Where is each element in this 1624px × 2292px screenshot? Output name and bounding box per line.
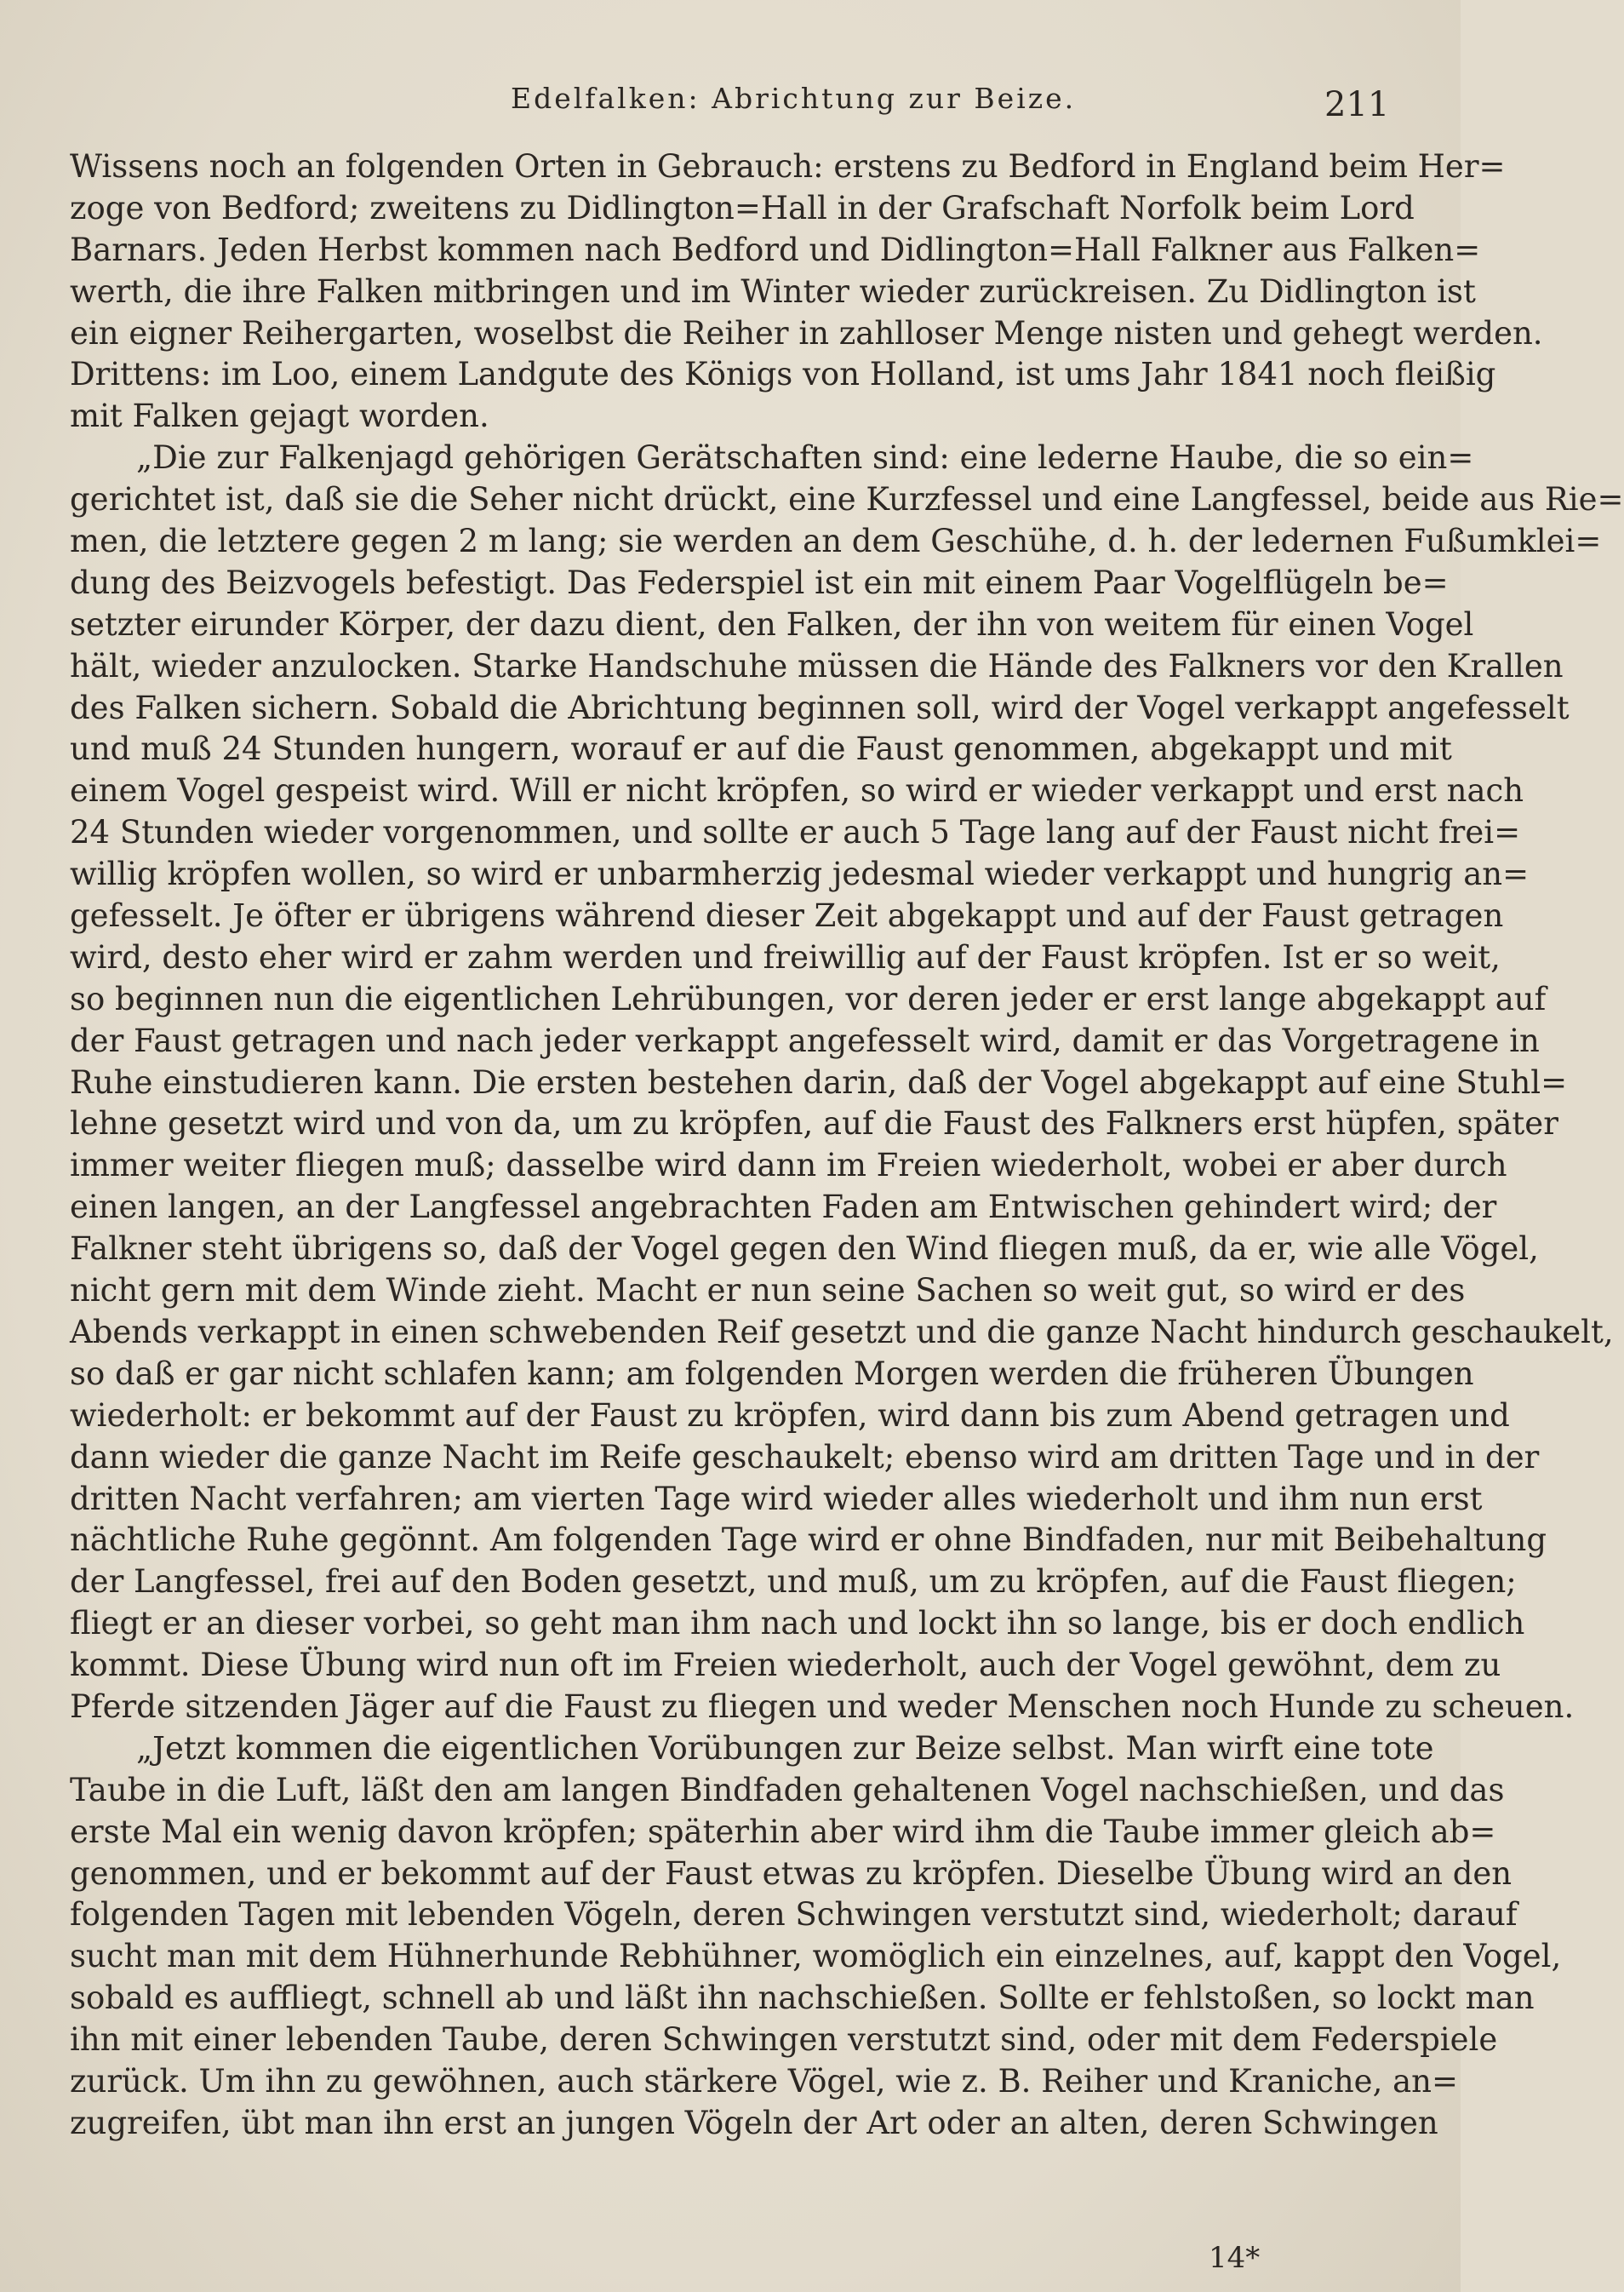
text-line: immer weiter fliegen muß; dasselbe wird dann im Freien wiederholt, wobei er aber durch	[70, 1147, 1507, 1184]
text-line: zoge von Bedford; zweitens zu Didlington=Hall in der Grafschaft Norfolk beim Lord	[70, 189, 1415, 226]
text-line: erste Mal ein wenig davon kröpfen; späterhin aber wird ihm die Taube immer gleich ab=	[70, 1813, 1496, 1850]
text-line: kommt. Diese Übung wird nun oft im Freien wiederholt, auch der Vogel gewöhnt, dem zu	[70, 1647, 1501, 1684]
text-line: so beginnen nun die eigentlichen Lehrübungen, vor deren jeder er erst lange abgekappt auf	[70, 980, 1547, 1017]
paragraph-start-line: „Jetzt kommen die eigentlichen Vorübungen zur Beize selbst. Man wirft eine tote	[136, 1729, 1434, 1767]
text-line: dung des Beizvogels befestigt. Das Federspiel ist ein mit einem Paar Vogelflügeln be=	[70, 564, 1449, 601]
text-line: einen langen, an der Langfessel angebrachten Faden am Entwischen gehindert wird; der	[70, 1189, 1497, 1226]
text-line: setzter eirunder Körper, der dazu dient, den Falken, der ihn von weitem für einen Vogel	[70, 605, 1474, 643]
page-number: 211	[1324, 85, 1390, 124]
text-line: nächtliche Ruhe gegönnt. Am folgenden Tage wird er ohne Bindfaden, nur mit Beibehaltung	[70, 1521, 1547, 1559]
text-line: zurück. Um ihn zu gewöhnen, auch stärkere Vögel, wie z. B. Reiher und Kraniche, an=	[70, 2062, 1458, 2100]
text-line: gefesselt. Je öfter er übrigens während dieser Zeit abgekappt und auf der Faust getragen	[70, 897, 1504, 935]
text-line: so daß er gar nicht schlafen kann; am folgenden Morgen werden die früheren Übungen	[70, 1355, 1474, 1392]
text-line: Ruhe einstudieren kann. Die ersten bestehen darin, daß der Vogel abgekappt auf eine Stuhl=	[70, 1063, 1568, 1101]
text-line: dritten Nacht verfahren; am vierten Tage wird wieder alles wiederholt und ihm nun erst	[70, 1480, 1483, 1517]
text-line: folgenden Tagen mit lebenden Vögeln, deren Schwingen verstutzt sind, wiederholt; darauf	[70, 1896, 1518, 1934]
body-text	[70, 146, 1624, 2145]
text-line: zugreifen, übt man ihn erst an jungen Vögeln der Art oder an alten, deren Schwingen	[70, 2104, 1438, 2141]
text-line: gerichtet ist, daß sie die Seher nicht drückt, eine Kurzfessel und eine Langfessel, beide aus Rie=	[70, 481, 1624, 519]
text-line: willig kröpfen wollen, so wird er unbarmherzig jedesmal wieder verkappt und hungrig an=	[70, 856, 1530, 893]
text-line: einem Vogel gespeist wird. Will er nicht kröpfen, so wird er wieder verkappt und erst nach	[70, 772, 1524, 810]
text-line: Barnars. Jeden Herbst kommen nach Bedford und Didlington=Hall Falkner aus Falken=	[70, 231, 1481, 268]
text-line: genommen, und er bekommt auf der Faust etwas zu kröpfen. Dieselbe Übung wird an den	[70, 1854, 1512, 1892]
text-line: werth, die ihre Falken mitbringen und im Winter wieder zurückreisen. Zu Didlington ist	[70, 272, 1476, 310]
text-line: Falkner steht übrigens so, daß der Vogel gegen den Wind fliegen muß, da er, wie alle Vögel,	[70, 1230, 1539, 1268]
text-line: sucht man mit dem Hühnerhunde Rebhühner, womöglich ein einzelnes, auf, kappt den Vogel,	[70, 1938, 1562, 1975]
text-line: lehne gesetzt wird und von da, um zu kröpfen, auf die Faust des Falkners erst hüpfen, später	[70, 1105, 1558, 1143]
text-line: wird, desto eher wird er zahm werden und freiwillig auf der Faust kröpfen. Ist er so weit,	[70, 938, 1501, 976]
text-line: 24 Stunden wieder vorgenommen, und sollte er auch 5 Tage lang auf der Faust nicht frei=	[70, 814, 1521, 851]
paragraph-start-line: „Die zur Falkenjagd gehörigen Gerätschaften sind: eine lederne Haube, die so ein=	[136, 439, 1474, 477]
text-line: Taube in die Luft, läßt den am langen Bindfaden gehaltenen Vogel nachschießen, und das	[70, 1771, 1505, 1808]
text-line: der Faust getragen und nach jeder verkappt angefesselt wird, damit er das Vorgetragene in	[70, 1022, 1540, 1059]
signature-mark: 14*	[1209, 2241, 1261, 2275]
text-line: sobald es auffliegt, schnell ab und läßt ihn nachschießen. Sollte er fehlstoßen, so lockt man	[70, 1980, 1535, 2017]
text-line: dann wieder die ganze Nacht im Reife geschaukelt; ebenso wird am dritten Tage und in der	[70, 1438, 1540, 1475]
text-line: hält, wieder anzulocken. Starke Handschuhe müssen die Hände des Falkners vor den Krallen	[70, 647, 1564, 685]
text-line: nicht gern mit dem Winde zieht. Macht er nun seine Sachen so weit gut, so wird er des	[70, 1272, 1466, 1309]
text-line: mit Falken gejagt worden.	[70, 398, 489, 435]
text-line: ihn mit einer lebenden Taube, deren Schwingen verstutzt sind, oder mit dem Federspiele	[70, 2021, 1498, 2059]
text-line: Pferde sitzenden Jäger auf die Faust zu fliegen und weder Menschen noch Hunde zu scheuen.	[70, 1687, 1575, 1725]
text-line: ein eigner Reihergarten, woselbst die Reiher in zahlloser Menge nisten und gehegt werden.	[70, 314, 1543, 352]
text-line: des Falken sichern. Sobald die Abrichtung beginnen soll, wird der Vogel verkappt angefesselt	[70, 689, 1570, 726]
text-line: Drittens: im Loo, einem Landgute des Königs von Holland, ist ums Jahr 1841 noch fleißig	[70, 356, 1496, 393]
text-line: der Langfessel, frei auf den Boden gesetzt, und muß, um zu kröpfen, auf die Faust fliegen;	[70, 1563, 1517, 1601]
text-line: fliegt er an dieser vorbei, so geht man ihm nach und lockt ihn so lange, bis er doch endlich	[70, 1605, 1525, 1642]
text-line: Abends verkappt in einen schwebenden Reif gesetzt und die ganze Nacht hindurch geschaukelt,	[70, 1313, 1614, 1350]
text-line: wiederholt: er bekommt auf der Faust zu kröpfen, wird dann bis zum Abend getragen und	[70, 1396, 1510, 1434]
text-line: Wissens noch an folgenden Orten in Gebrauch: erstens zu Bedford in England beim Her=	[70, 148, 1506, 185]
text-line: men, die letztere gegen 2 m lang; sie werden an dem Geschühe, d. h. der ledernen Fußumklei=	[70, 523, 1602, 560]
running-head: Edelfalken: Abrichtung zur Beize.	[511, 82, 1077, 115]
text-line: und muß 24 Stunden hungern, worauf er auf die Faust genommen, abgekappt und mit	[70, 731, 1452, 768]
